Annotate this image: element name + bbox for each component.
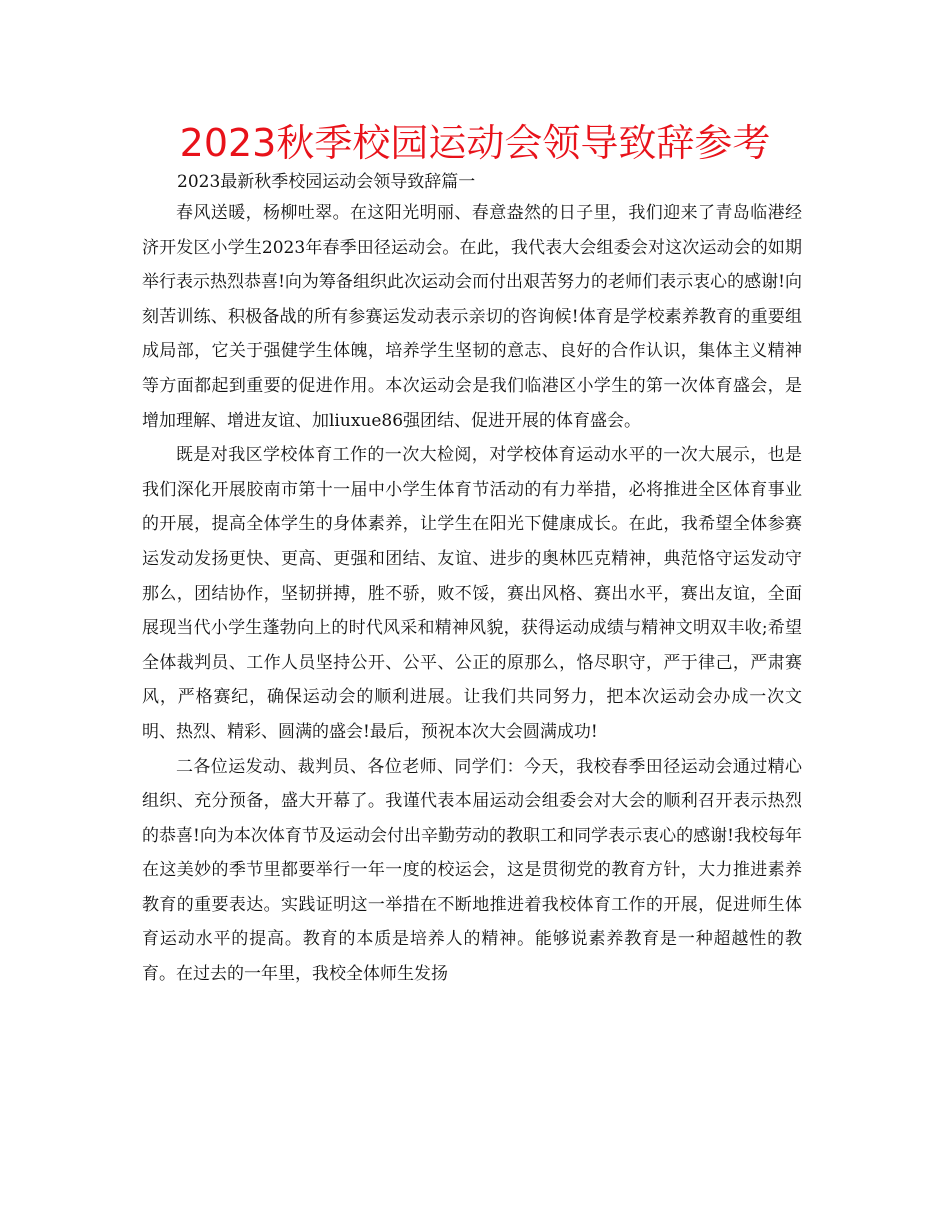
document-body (142, 196, 802, 992)
paragraph-1: 春风送暖，杨柳吐翠。在这阳光明丽、春意盎然的日子里，我们迎来了青岛临港经济开发区小学生2023年春季田径运动会。在此，我代表大会组委会对这次运动会的如期举行表示热烈恭喜!向为筹备组织此次运动会而付出艰苦努力的老师们表示衷心的感谢!向刻苦训练、积极备战的所有参赛运发动表示亲切的咨询候!体育是学校素养教育的重要组成局部，它关于强健学生体魄，培养学生坚韧的意志、良好的合作认识，集体主义精神等方面都起到重要的促进作用。本次运动会是我们临港区小学生的第一次体育盛会，是增加理解、增进友谊、加liuxue86强团结、促进开展的体育盛会。 (142, 203, 802, 431)
paragraph-2: 既是对我区学校体育工作的一次大检阅，对学校体育运动水平的一次大展示，也是我们深化开展胶南市第十一届中小学生体育节活动的有力举措，必将推进全区体育事业的开展，提高全体学生的身体素养，让学生在阳光下健康成长。在此，我希望全体参赛运发动发扬更快、更高、更强和团结、友谊、进步的奥林匹克精神，典范恪守运发动守那么，团结协作，坚韧拼搏，胜不骄，败不馁，赛出风格、赛出水平，赛出友谊，全面展现当代小学生蓬勃向上的时代风采和精神风貌，获得运动成绩与精神文明双丰收;希望全体裁判员、工作人员坚持公开、公平、公正的原那么，恪尽职守，严于律己，严肃赛风，严格赛纪，确保运动会的顺利进展。让我们共同努力，把本次运动会办成一次文明、热烈、精彩、圆满的盛会!最后，预祝本次大会圆满成功! (142, 445, 802, 742)
paragraph-3: 二各位运发动、裁判员、各位老师、同学们：今天，我校春季田径运动会通过精心组织、充分预备，盛大开幕了。我谨代表本届运动会组委会对大会的顺利召开表示热烈的恭喜!向为本次体育节及运动会付出辛勤劳动的教职工和同学表示衷心的感谢!我校每年在这美妙的季节里都要举行一年一度的校运会，这是贯彻党的教育方针，大力推进素养教育的重要表达。实践证明这一举措在不断地推进着我校体育工作的开展，促进师生体育运动水平的提高。教育的本质是培养人的精神。能够说素养教育是一种超越性的教育。在过去的一年里，我校全体师生发扬 (142, 756, 802, 985)
document-title: 2023秋季校园运动会领导致辞参考 (179, 121, 771, 165)
document-subtitle: 2023最新秋季校园运动会领导致辞篇一 (177, 172, 476, 192)
